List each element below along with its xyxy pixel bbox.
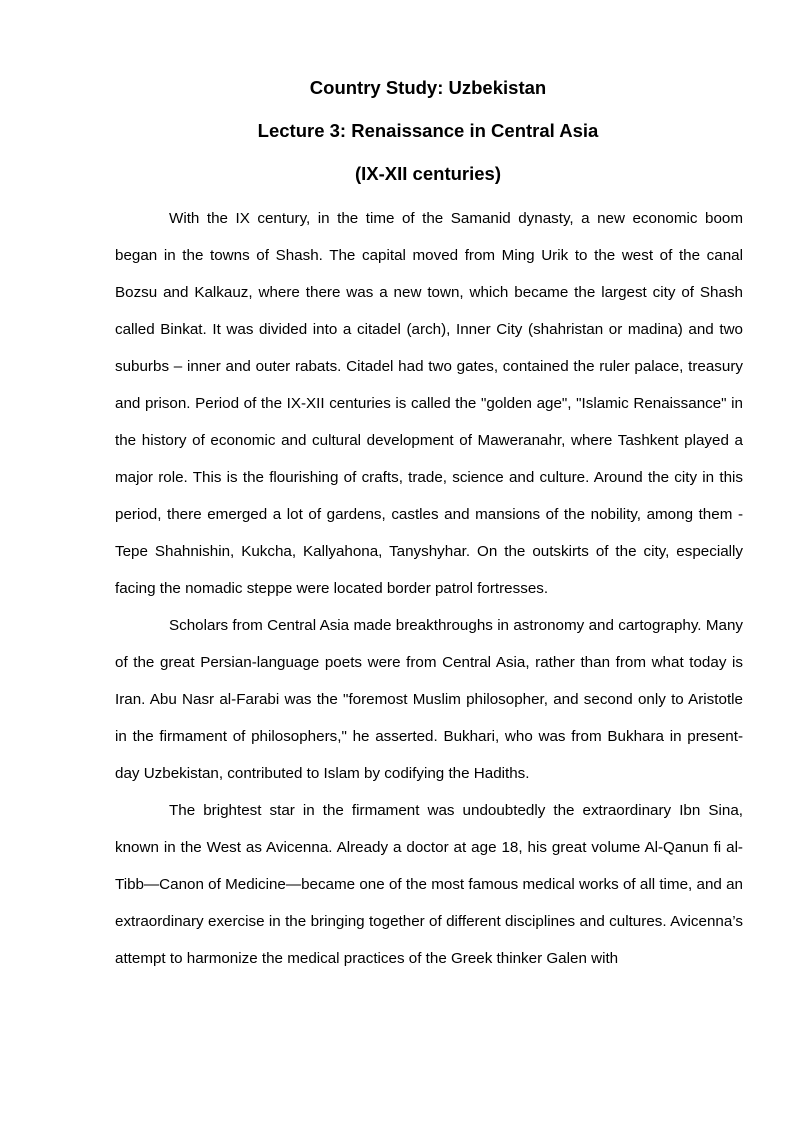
period-heading: (IX-XII centuries) [355, 163, 501, 184]
document-title: Country Study: Uzbekistan [309, 77, 547, 98]
paragraph-scholars: Scholars from Central Asia made breakthroughs in astronomy and cartography. Many of the great Persian-language poets were from Central Asia, rather than from what today is Iran. Abu Nasr al-Farabi was the "foremost Muslim philosopher, and second only to Aristotle in the firmament of philosophers," he asserted. Bukhari, who was from Bukhara in present-day Uzbekistan, contributed to Islam by codifying the Hadiths. [115, 617, 743, 782]
lecture-title: Lecture 3: Renaissance in Central Asia [257, 120, 599, 141]
body-text [115, 200, 743, 977]
paragraph-samanid: With the IX century, in the time of the Samanid dynasty, a new economic boom began in the towns of Shash. The capital moved from Ming Urik to the west of the canal Bozsu and Kalkauz, where there was a new town, which became the largest city of Shash called Binkat. It was divided into a citadel (arch), Inner City (shahristan or madina) and two suburbs – inner and outer rabats. Citadel had two gates, contained the ruler palace, treasury and prison. Period of the IX-XII centuries is called the "golden age", "Islamic Renaissance" in the history of economic and cultural development of Maweranahr, where Tashkent played a major role. This is the flourishing of crafts, trade, science and culture. Around the city in this period, there emerged a lot of gardens, castles and mansions of the nobility, among them - Tepe Shahnishin, Kukcha, Kallyahona, Tanyshyhar. On the outskirts of the city, especially facing the nomadic steppe were located border patrol fortresses. [115, 210, 743, 597]
paragraph-avicenna: The brightest star in the firmament was undoubtedly the extraordinary Ibn Sina, known in the West as Avicenna. Already a doctor at age 18, his great volume Al-Qanun fi al-Tibb—Canon of Medicine—became one of the most famous medical works of all time, and an extraordinary exercise in the bringing together of different disciplines and cultures. Avicenna’s attempt to harmonize the medical practices of the Greek thinker Galen with [115, 802, 743, 967]
